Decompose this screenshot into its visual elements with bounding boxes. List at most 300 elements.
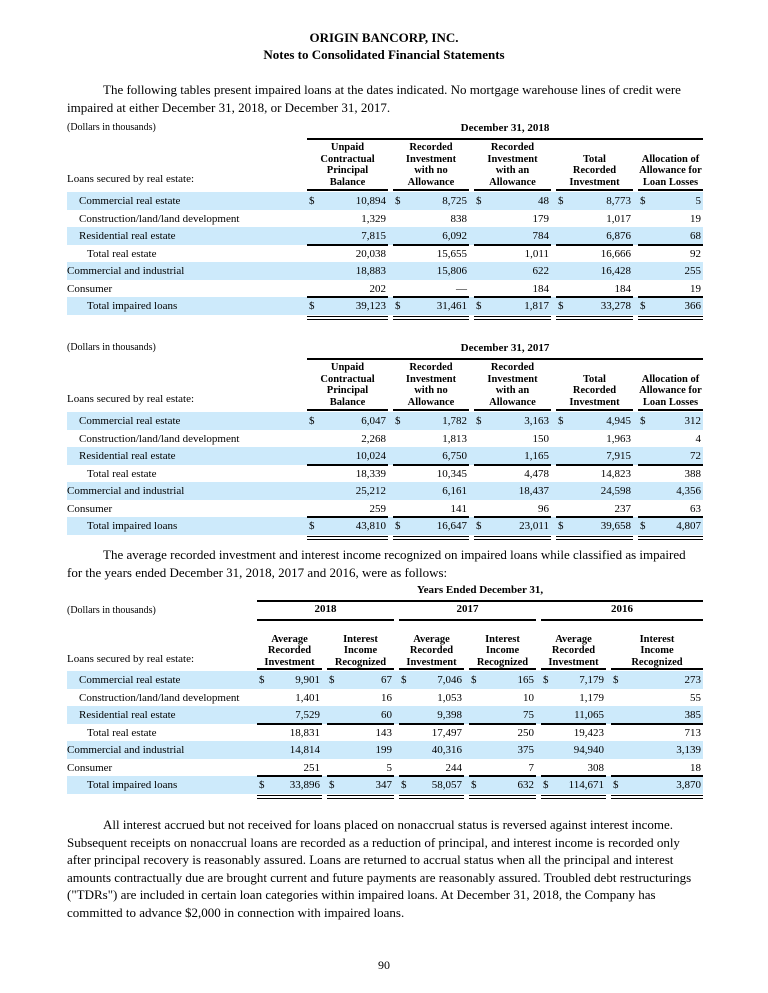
subtotal-rule [399, 775, 464, 777]
period-heading: Years Ended December 31, [416, 584, 544, 596]
total-double-rule [393, 536, 469, 540]
currency-symbol: $ [558, 520, 564, 532]
cell-value: 7,179 [579, 674, 604, 686]
subtotal-rule [638, 464, 703, 466]
currency-symbol: $ [329, 779, 335, 791]
subtotal-rule [611, 775, 703, 777]
currency-symbol: $ [395, 520, 401, 532]
cell-value: 784 [532, 230, 549, 242]
cell-value: 259 [369, 502, 386, 515]
year-rule [399, 619, 536, 621]
subtotal-rule [393, 464, 469, 466]
cell-value: 6,876 [606, 230, 631, 242]
middle-text: The average recorded investment and interest income recognized on impaired loans while classified as impaired for the years ended December 31, 2018, 2017 and 2016, were as follows: [67, 547, 686, 580]
cell-value: 8,725 [442, 195, 467, 207]
cell-value: 150 [532, 432, 549, 445]
cell-value: 63 [690, 502, 701, 515]
column-header-line: with an [495, 165, 530, 176]
section-label: Loans secured by real estate: [67, 173, 195, 185]
column-header [474, 362, 551, 408]
closing-paragraph [67, 816, 703, 921]
year-rule [541, 619, 703, 621]
row-label: Total impaired loans [87, 779, 178, 791]
subtotal-rule [257, 723, 322, 725]
cell-value: 3,163 [524, 415, 549, 427]
cell-value: 184 [532, 282, 549, 295]
column-header-line: Recorded [409, 645, 454, 656]
table-row [67, 517, 703, 535]
column-header-line: Recognized [476, 656, 529, 668]
cell-value: 3,139 [676, 744, 701, 756]
table-row [67, 482, 703, 500]
cell-value: 24,598 [600, 485, 631, 497]
currency-symbol: $ [543, 779, 549, 791]
cell-value: 19 [690, 282, 701, 295]
impaired-loans-table-2017 [67, 342, 703, 542]
currency-symbol: $ [640, 195, 646, 207]
column-header-line: Investment [264, 656, 315, 668]
column-header [556, 362, 633, 408]
cell-value: 2,268 [361, 432, 386, 445]
subtotal-rule [393, 244, 469, 246]
column-header-line: Investment [487, 373, 538, 385]
column-header-line: Interest [639, 633, 675, 645]
section-label: Loans secured by real estate: [67, 653, 195, 665]
middle-paragraph [67, 546, 703, 581]
cell-value: 75 [523, 709, 534, 721]
cell-value: 14,814 [289, 744, 320, 756]
column-header-rule [474, 409, 551, 411]
cell-value: 10 [523, 691, 534, 704]
cell-value: 5 [695, 195, 701, 207]
table-row [67, 671, 703, 689]
row-label: Commercial real estate [79, 674, 181, 686]
column-header-line: Allocation of [641, 373, 700, 385]
table-row [67, 706, 703, 724]
subtotal-rule [556, 464, 633, 466]
cell-value: 244 [445, 761, 462, 774]
subtotal-rule [638, 296, 703, 298]
section-label: Loans secured by real estate: [67, 393, 195, 405]
cell-value: 385 [684, 709, 701, 721]
table-row [67, 776, 703, 794]
table-row [67, 447, 703, 465]
column-header-rule [393, 189, 469, 191]
cell-value: 16,647 [436, 520, 467, 532]
cell-value: 1,782 [442, 415, 467, 427]
currency-symbol: $ [558, 300, 564, 312]
cell-value: 15,655 [436, 247, 467, 260]
cell-value: 33,278 [600, 300, 631, 312]
cell-value: 96 [538, 502, 549, 515]
currency-symbol: $ [395, 300, 401, 312]
cell-value: 622 [532, 265, 549, 277]
column-header [307, 142, 388, 188]
row-label: Consumer [67, 761, 113, 774]
column-header-line: Investment [569, 176, 620, 188]
cell-value: 202 [369, 282, 386, 295]
units-label: (Dollars in thousands) [67, 342, 156, 353]
column-header-line: Loan Losses [642, 396, 699, 408]
cell-value: 255 [684, 265, 701, 277]
period-rule [257, 600, 703, 602]
currency-symbol: $ [640, 415, 646, 427]
table-row [67, 500, 703, 518]
cell-value: 23,011 [519, 520, 549, 532]
row-label: Commercial real estate [79, 195, 181, 207]
cell-value: 4,945 [606, 415, 631, 427]
currency-symbol: $ [259, 779, 265, 791]
row-label: Total real estate [87, 467, 157, 480]
table-row [67, 192, 703, 210]
period-heading: December 31, 2017 [460, 342, 550, 354]
column-header-rule [541, 668, 606, 670]
closing-text: All interest accrued but not received for loans placed on nonaccrual status is reversed against interest income. Subsequent receipts on nonaccrual loans are recorded as a reduction of principal, and interest income is recorded only after principal recovery is reasonably assured. Loans are returned to accrual status when all the principal and interest amounts contractually due are brought current and future payments are reasonably assured. Troubled debt restructurings ("TDRs") are included in certain loan categories within impaired loans. At December 31, 2018, the Company has committed to advance $2,000 in connection with impaired loans. [67, 817, 692, 920]
column-header-rule [327, 668, 394, 670]
period-heading: December 31, 2018 [460, 122, 550, 134]
column-header-line: Investment [569, 396, 620, 408]
cell-value: 4 [695, 432, 701, 445]
table-row [67, 465, 703, 483]
cell-value: 14,823 [600, 467, 631, 480]
column-header-line: Balance [329, 176, 366, 188]
cell-value: 15,806 [436, 265, 467, 277]
period-rule [307, 358, 703, 360]
table-row [67, 412, 703, 430]
cell-value: 6,047 [361, 415, 386, 427]
cell-value: 16 [381, 691, 392, 704]
column-header-line: Recorded [409, 142, 453, 153]
column-header [393, 142, 469, 188]
column-header-line: Recorded [267, 645, 312, 656]
cell-value: 251 [303, 761, 320, 774]
column-header-line: Allowance for [639, 385, 702, 396]
currency-symbol: $ [640, 300, 646, 312]
column-header-line: Principal [326, 165, 369, 176]
year-heading: 2017 [456, 603, 479, 615]
cell-value: 165 [517, 674, 534, 686]
subtotal-rule [327, 775, 394, 777]
cell-value: 184 [614, 282, 631, 295]
column-header-line: Income [343, 645, 378, 656]
year-heading: 2016 [611, 603, 633, 615]
total-double-rule [638, 536, 703, 540]
column-header-line: Investment [406, 656, 457, 668]
currency-symbol: $ [309, 300, 315, 312]
column-header-line: Average [271, 633, 308, 645]
cell-value: 18,437 [518, 485, 549, 497]
subtotal-rule [327, 723, 394, 725]
column-header-line: Interest [485, 633, 520, 645]
row-label: Residential real estate [79, 709, 176, 721]
column-header-rule [469, 668, 536, 670]
table-row [67, 430, 703, 448]
currency-symbol: $ [558, 195, 564, 207]
column-header [469, 624, 536, 668]
row-label: Consumer [67, 282, 113, 295]
row-label: Construction/land/land development [79, 212, 240, 225]
row-label: Residential real estate [79, 230, 176, 242]
subtotal-rule [307, 516, 388, 518]
column-header-line: with no [414, 385, 448, 396]
cell-value: 7,529 [295, 709, 320, 721]
cell-value: 713 [684, 726, 701, 739]
cell-value: 838 [450, 212, 467, 225]
column-header-line: Recorded [551, 645, 596, 656]
column-header-line: Recorded [490, 142, 535, 153]
currency-symbol: $ [476, 520, 482, 532]
subtotal-rule [638, 516, 703, 518]
subtotal-rule [469, 723, 536, 725]
cell-value: 48 [538, 195, 549, 207]
currency-symbol: $ [259, 674, 265, 686]
cell-value: 1,817 [524, 300, 549, 312]
column-header-rule [556, 189, 633, 191]
column-header [638, 142, 703, 188]
cell-value: 1,011 [524, 247, 549, 260]
cell-value: 39,658 [600, 520, 631, 532]
cell-value: 40,316 [431, 744, 462, 756]
subtotal-rule [307, 464, 388, 466]
column-header [327, 624, 394, 668]
currency-symbol: $ [401, 674, 407, 686]
total-double-rule [307, 316, 388, 320]
cell-value: 114,671 [568, 779, 604, 791]
table-row [67, 262, 703, 280]
cell-value: 375 [517, 744, 534, 756]
cell-value: 68 [690, 230, 701, 242]
cell-value: 8,773 [606, 195, 631, 207]
cell-value: 18,339 [355, 467, 386, 480]
table-row [67, 297, 703, 315]
subtotal-rule [393, 516, 469, 518]
row-label: Commercial real estate [79, 415, 181, 427]
units-label: (Dollars in thousands) [67, 122, 156, 133]
cell-value: 7,915 [606, 450, 631, 462]
cell-value: 1,329 [361, 212, 386, 225]
column-header-rule [474, 189, 551, 191]
column-header-rule [257, 668, 322, 670]
total-double-rule [257, 795, 322, 799]
column-header [611, 624, 703, 668]
cell-value: 9,398 [437, 709, 462, 721]
subtotal-rule [556, 296, 633, 298]
table-row [67, 210, 703, 228]
currency-symbol: $ [329, 674, 335, 686]
cell-value: 19,423 [573, 726, 604, 739]
column-header-line: Allowance [407, 396, 455, 408]
column-header-line: Recorded [572, 385, 617, 396]
subtotal-rule [611, 723, 703, 725]
column-header-line: Income [485, 645, 520, 656]
cell-value: 6,750 [442, 450, 467, 462]
cell-value: 1,401 [295, 691, 320, 704]
cell-value: 4,807 [676, 520, 701, 532]
column-header-line: Unpaid [330, 362, 365, 373]
subtotal-rule [541, 723, 606, 725]
currency-symbol: $ [395, 195, 401, 207]
cell-value: 5 [386, 761, 392, 774]
cell-value: 19 [690, 212, 701, 225]
total-double-rule [638, 316, 703, 320]
column-header-line: Recorded [409, 362, 453, 373]
cell-value: 72 [690, 450, 701, 462]
cell-value: 55 [690, 691, 701, 704]
total-double-rule [541, 795, 606, 799]
cell-value: 1,963 [606, 432, 631, 445]
column-header-line: Unpaid [330, 142, 365, 153]
column-header [474, 142, 551, 188]
intro-paragraph [67, 81, 703, 116]
cell-value: 366 [684, 300, 701, 312]
column-header-rule [393, 409, 469, 411]
cell-value: 141 [450, 502, 467, 515]
column-header [399, 624, 464, 668]
cell-value: 7 [528, 761, 534, 774]
row-label: Construction/land/land development [79, 432, 240, 445]
column-header-line: Principal [326, 385, 369, 396]
column-header-line: Investment [405, 153, 457, 165]
cell-value: 388 [684, 467, 701, 480]
column-header-rule [638, 409, 703, 411]
cell-value: 1,017 [606, 212, 631, 225]
column-header-line: Allowance for [639, 165, 702, 176]
table-row [67, 689, 703, 707]
cell-value: 18,883 [355, 265, 386, 277]
year-rule [257, 619, 394, 621]
column-header [541, 624, 606, 668]
cell-value: 25,212 [355, 485, 386, 497]
total-double-rule [474, 316, 551, 320]
table-row [67, 280, 703, 298]
total-double-rule [399, 795, 464, 799]
subtotal-rule [399, 723, 464, 725]
cell-value: 143 [375, 726, 392, 739]
intro-text: The following tables present impaired loans at the dates indicated. No mortgage warehouse lines of credit were impaired at either December 31, 2018, or December 31, 2017. [67, 82, 681, 115]
table-row [67, 724, 703, 742]
cell-value: 94,940 [573, 744, 604, 756]
subtotal-rule [257, 775, 322, 777]
cell-value: 1,813 [442, 432, 467, 445]
cell-value: 632 [517, 779, 534, 791]
subtotal-rule [556, 244, 633, 246]
cell-value: 60 [381, 709, 392, 721]
column-header [393, 362, 469, 408]
column-header-line: Average [555, 633, 592, 645]
table-row [67, 245, 703, 263]
column-header-line: Allocation of [641, 153, 700, 165]
column-header-line: Average [413, 633, 450, 645]
row-label: Total impaired loans [87, 300, 178, 312]
currency-symbol: $ [309, 520, 315, 532]
column-header-line: with an [495, 385, 530, 396]
cell-value: 20,038 [355, 247, 386, 260]
row-label: Total impaired loans [87, 520, 178, 532]
cell-value: 179 [532, 212, 549, 225]
year-heading: 2018 [314, 603, 337, 615]
total-double-rule [327, 795, 394, 799]
cell-value: 237 [614, 502, 631, 515]
cell-value: — [456, 282, 467, 295]
column-header-line: Total [583, 373, 606, 385]
subtotal-rule [474, 516, 551, 518]
column-header-line: Recognized [334, 656, 387, 668]
currency-symbol: $ [476, 415, 482, 427]
cell-value: 58,057 [431, 779, 462, 791]
total-double-rule [307, 536, 388, 540]
row-label: Commercial and industrial [67, 485, 185, 497]
currency-symbol: $ [613, 674, 619, 686]
currency-symbol: $ [476, 300, 482, 312]
currency-symbol: $ [471, 779, 477, 791]
currency-symbol: $ [640, 520, 646, 532]
row-label: Consumer [67, 502, 113, 515]
column-header-rule [556, 409, 633, 411]
subtotal-rule [307, 244, 388, 246]
cell-value: 18,831 [289, 726, 320, 739]
row-label: Total real estate [87, 726, 157, 739]
column-header-line: Allowance [407, 176, 455, 188]
company-name: ORIGIN BANCORP, INC. [309, 30, 459, 45]
cell-value: 6,161 [442, 485, 467, 497]
subtotal-rule [474, 296, 551, 298]
column-header [638, 362, 703, 408]
column-header [556, 142, 633, 188]
table-row [67, 759, 703, 777]
cell-value: 273 [684, 674, 701, 686]
column-header-rule [307, 409, 388, 411]
cell-value: 92 [690, 247, 701, 260]
column-header-rule [611, 668, 703, 670]
cell-value: 67 [381, 674, 392, 686]
page-number: 90 [378, 958, 390, 972]
currency-symbol: $ [395, 415, 401, 427]
cell-value: 1,053 [437, 691, 462, 704]
total-double-rule [611, 795, 703, 799]
cell-value: 9,901 [295, 674, 320, 686]
cell-value: 10,345 [436, 467, 467, 480]
subtotal-rule [556, 516, 633, 518]
column-header-line: Loan Losses [642, 176, 699, 188]
column-header-line: with no [414, 165, 448, 176]
column-header [257, 624, 322, 668]
total-double-rule [469, 795, 536, 799]
column-header-line: Contractual [320, 153, 375, 165]
column-header-line: Balance [329, 396, 366, 408]
cell-value: 10,024 [355, 450, 386, 462]
column-header-line: Recognized [631, 656, 683, 668]
row-label: Total real estate [87, 247, 157, 260]
cell-value: 250 [517, 726, 534, 739]
cell-value: 7,046 [437, 674, 462, 686]
cell-value: 11,065 [574, 709, 604, 721]
column-header-rule [399, 668, 464, 670]
currency-symbol: $ [543, 674, 549, 686]
subtotal-rule [638, 244, 703, 246]
column-header-line: Allowance [489, 176, 536, 188]
cell-value: 16,666 [600, 247, 631, 260]
cell-value: 6,092 [442, 230, 467, 242]
cell-value: 308 [587, 761, 604, 774]
subtotal-rule [474, 244, 551, 246]
period-rule [307, 138, 703, 140]
total-double-rule [393, 316, 469, 320]
total-double-rule [556, 536, 633, 540]
column-header-line: Allowance [489, 396, 536, 408]
cell-value: 43,810 [355, 520, 386, 532]
subtotal-rule [393, 296, 469, 298]
currency-symbol: $ [401, 779, 407, 791]
